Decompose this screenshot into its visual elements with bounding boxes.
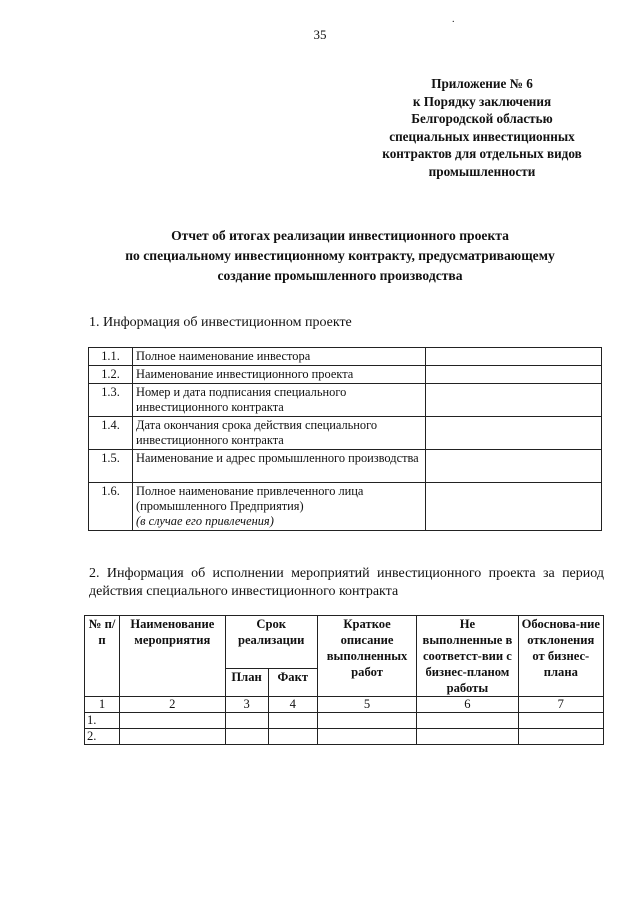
- header-num: № п/п: [85, 616, 120, 697]
- column-number: 1: [85, 697, 120, 713]
- table-row: [89, 366, 602, 384]
- section1-heading: 1. Информация об инвестиционном проекте: [89, 315, 352, 330]
- row-value: [426, 384, 602, 417]
- row-note: (в случае его привлечения): [136, 514, 274, 528]
- row-value: [426, 366, 602, 384]
- row-number: 1.1.: [89, 348, 133, 366]
- table-row: [89, 384, 602, 417]
- header-name: Наименование мероприятия: [120, 616, 225, 697]
- row-label: Полное наименование привлеченного лица (промышленного Предприятия): [136, 484, 364, 513]
- appendix-line: Белгородской областью: [411, 111, 553, 126]
- header-brief: Краткое описание выполненных работ: [317, 616, 416, 697]
- report-title-line: по специальному инвестиционному контракту, предусматривающему: [125, 248, 555, 263]
- report-title-line: Отчет об итогах реализации инвестиционного проекта: [171, 228, 509, 243]
- report-title: [80, 226, 600, 286]
- appendix-header: [352, 75, 612, 180]
- row-value: [426, 483, 602, 531]
- row-value: [426, 450, 602, 483]
- column-number: 2: [120, 697, 225, 713]
- header-reason: Обоснова-ние отклонения от бизнес-плана: [518, 616, 603, 697]
- table-row: [85, 713, 604, 729]
- column-number: 5: [317, 697, 416, 713]
- row-label: Номер и дата подписания специального инвестиционного контракта: [133, 384, 426, 417]
- appendix-line: Приложение № 6: [431, 76, 533, 91]
- column-number: 7: [518, 697, 603, 713]
- row-number: 1.5.: [89, 450, 133, 483]
- row-label: Полное наименование инвестора: [133, 348, 426, 366]
- row-number: 1.: [85, 713, 120, 729]
- row-number: 2.: [85, 729, 120, 745]
- events-table: [84, 615, 604, 745]
- row-label: Наименование инвестиционного проекта: [133, 366, 426, 384]
- row-number: 1.6.: [89, 483, 133, 531]
- project-info-table: [88, 347, 602, 531]
- header-fact: Факт: [268, 669, 317, 697]
- row-number: 1.4.: [89, 417, 133, 450]
- column-number: 3: [225, 697, 268, 713]
- row-number: 1.2.: [89, 366, 133, 384]
- column-number: 6: [417, 697, 518, 713]
- page-number: 35: [313, 27, 327, 42]
- header-plan: План: [225, 669, 268, 697]
- section2-heading: 2. Информация об исполнении мероприятий инвестиционного проекта за период действия специального инвестиционного контракта: [89, 566, 604, 599]
- row-value: [426, 348, 602, 366]
- appendix-line: промышленности: [428, 163, 536, 179]
- header-not-done: Не выполненные в соответст-вии с бизнес-планом работы: [417, 616, 518, 697]
- table-row: [89, 348, 602, 366]
- table-row: [89, 417, 602, 450]
- table-row: [85, 729, 604, 745]
- header-term: Срок реализации: [225, 616, 317, 669]
- row-label: Дата окончания срока действия специального инвестиционного контракта: [133, 417, 426, 450]
- report-title-line: создание промышленного производства: [217, 268, 463, 283]
- row-label-cell: [133, 483, 426, 531]
- appendix-line: контрактов для отдельных видов: [382, 146, 582, 161]
- corner-mark: .: [452, 14, 455, 25]
- row-label: Наименование и адрес промышленного производства: [133, 450, 426, 483]
- column-numbers-row: [85, 697, 604, 713]
- row-value: [426, 417, 602, 450]
- row-number: 1.3.: [89, 384, 133, 417]
- appendix-line: специальных инвестиционных: [389, 128, 575, 144]
- table-row: [89, 483, 602, 531]
- appendix-line: к Порядку заключения: [412, 93, 552, 109]
- column-number: 4: [268, 697, 317, 713]
- header-row: [85, 616, 604, 669]
- table-row: [89, 450, 602, 483]
